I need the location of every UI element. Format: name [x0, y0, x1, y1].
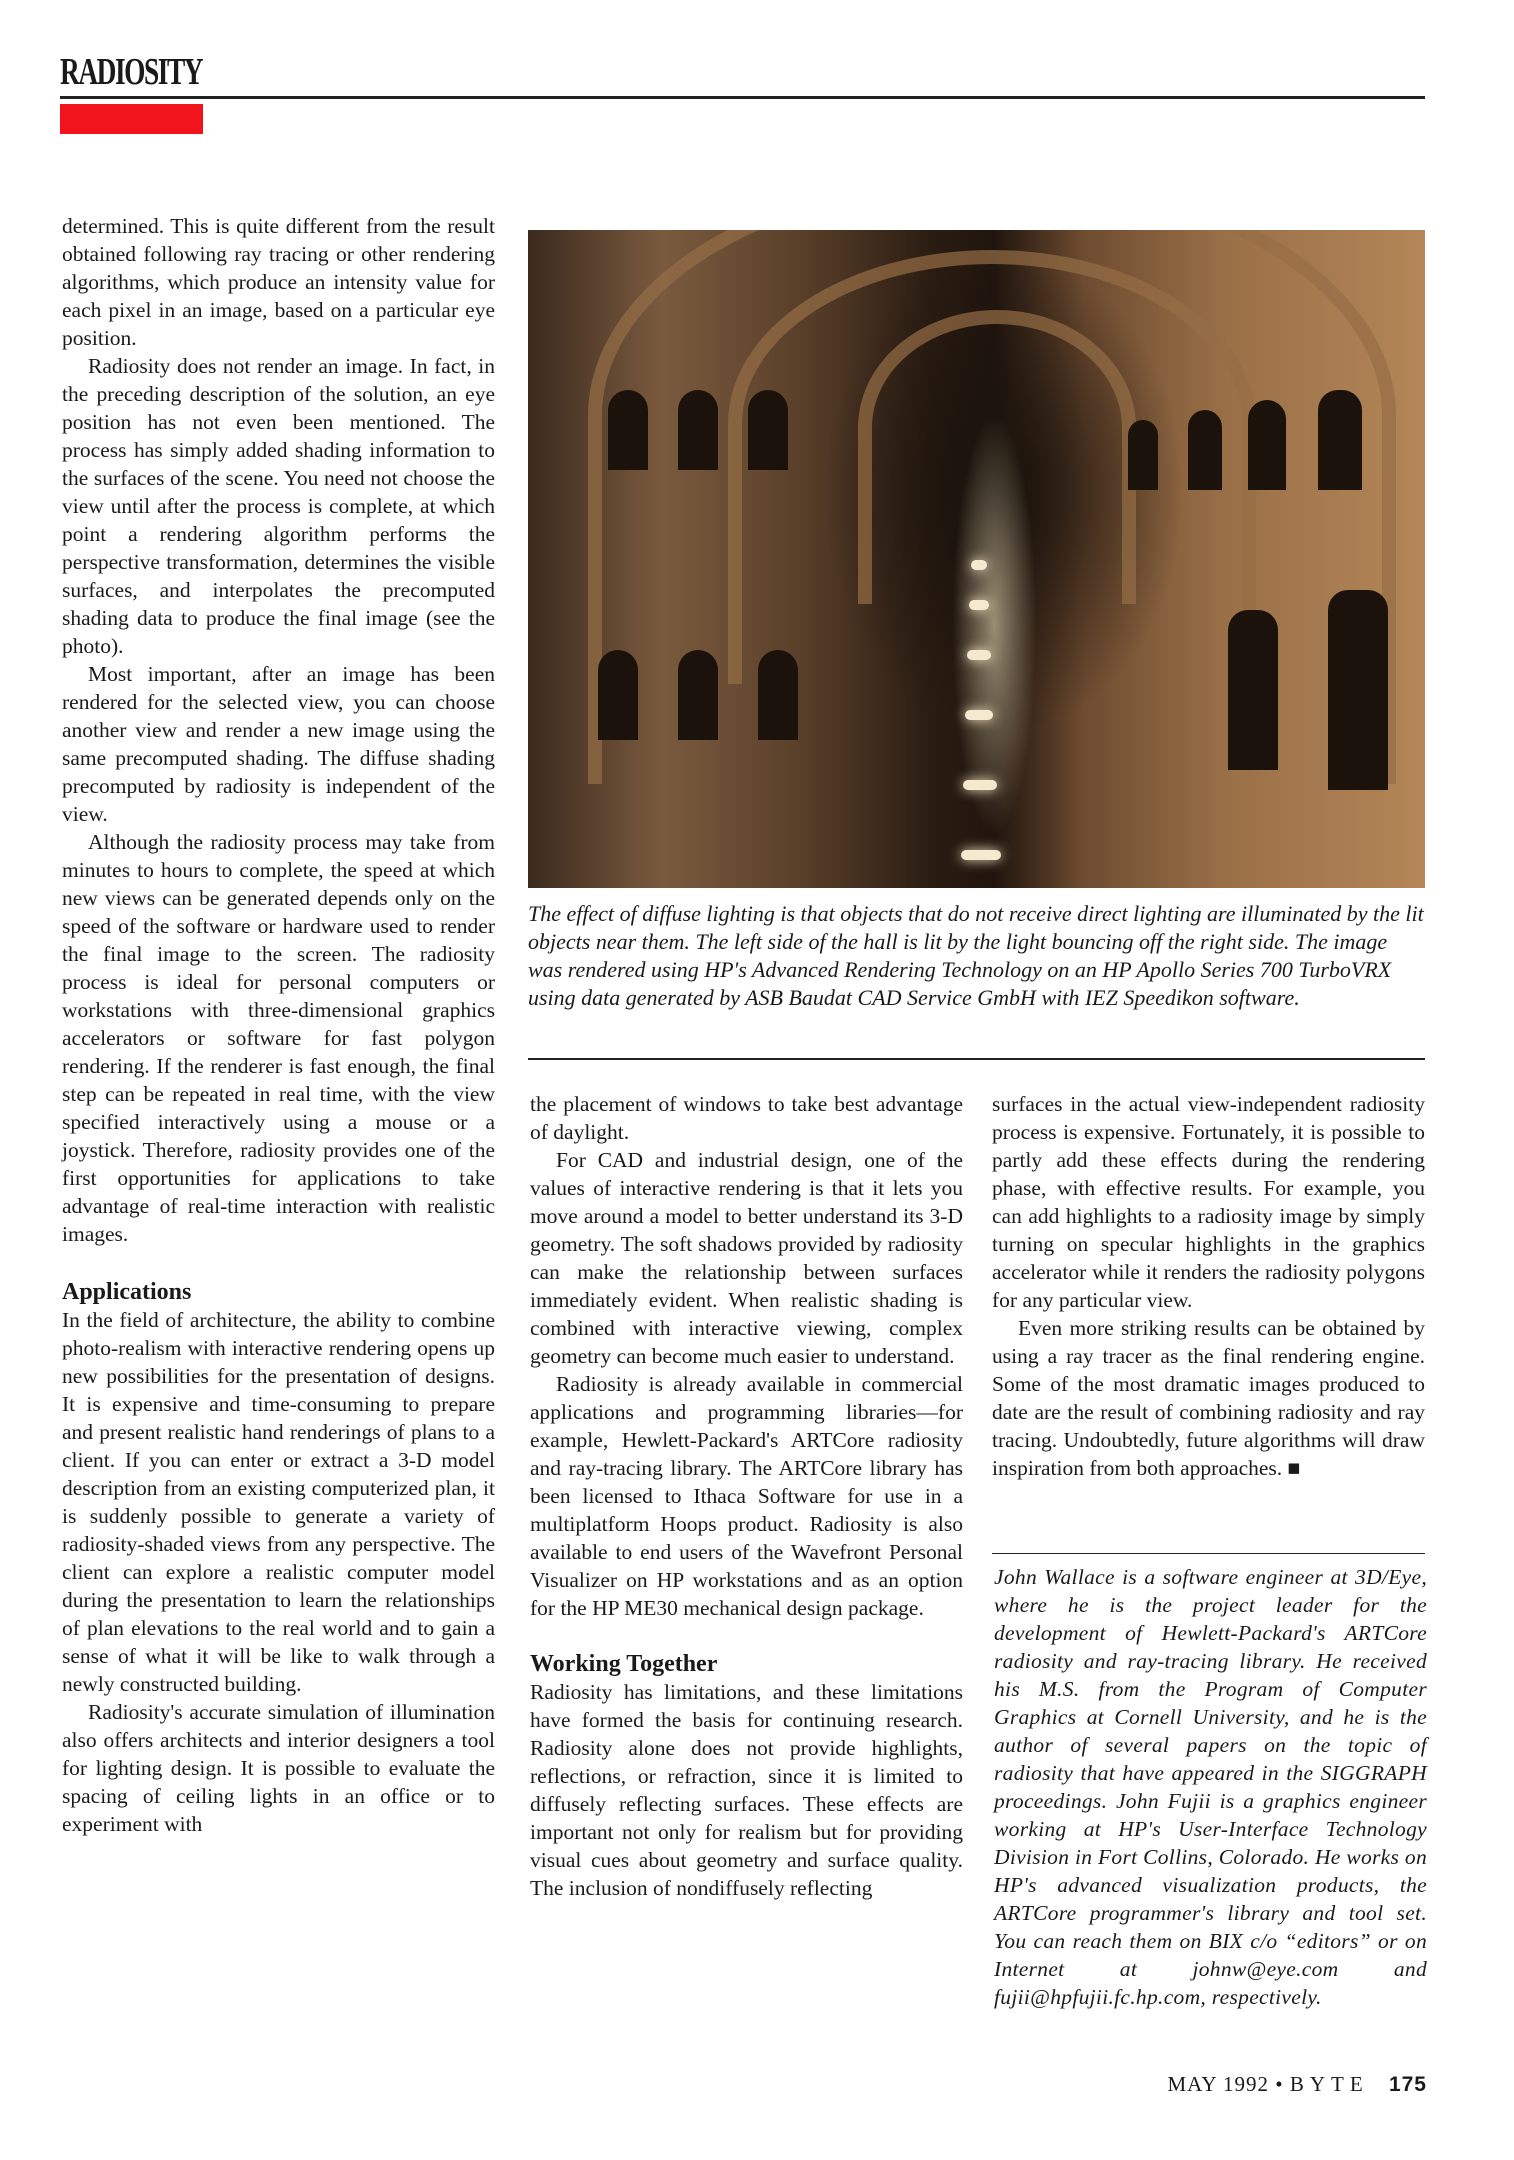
paragraph: Radiosity does not render an image. In fact, in the preceding description of the solution, an eye position has not even been mentioned. The process has simply added shading information to the surfaces of the scene. You need not choose the view until after the process is complete, at which point a rendering algorithm performs the perspective transformation, determines the visible surfaces, and interpolates the precomputed shading data to produce the final image (see the photo).	[62, 354, 495, 658]
paragraph: surfaces in the actual view-independent radiosity process is expensive. Fortunately, it is possible to partly add these effects during the rendering phase, with effective results. For example, you can add highlights to a radiosity image by simply turning on specular highlights in the graphics accelerator while it renders the radiosity polygons for any particular view.	[992, 1092, 1425, 1312]
bio-rule	[992, 1553, 1425, 1554]
left-column	[62, 212, 495, 1838]
paragraph: Radiosity's accurate simulation of illumination also offers architects and interior designers a tool for lighting design. It is possible to evaluate the spacing of ceiling lights in an office or to experiment with	[62, 1700, 495, 1836]
middle-column	[530, 1090, 963, 1902]
author-bio: John Wallace is a software engineer at 3D/Eye, where he is the project leader for the development of Hewlett-Packard's ARTCore radiosity and ray-tracing library. He received his M.S. from the Program of Computer Graphics at Cornell University, and he is the author of several papers on the topic of radiosity that have appeared in the SIGGRAPH proceedings. John Fujii is a graphics engineer working at HP's User-Interface Technology Division in Fort Collins, Colorado. He works on HP's advanced visualization products, the ARTCore programmer's library and tool set. You can reach them on BIX c/o “editors” or on Internet at johnw@eye.com and fujii@hpfujii.fc.hp.com, respectively.	[994, 1565, 1427, 2009]
paragraph: determined. This is quite different from the result obtained following ray tracing or other rendering algorithms, which produce an intensity value for each pixel in an image, based on a particular eye position.	[62, 214, 495, 350]
paragraph: Although the radiosity process may take from minutes to hours to complete, the speed at which new views can be generated depends only on the speed of the software or hardware used to render the final image to the screen. The radiosity process is ideal for personal computers or workstations with three-dimensional graphics accelerators or software for fast polygon rendering. If the renderer is fast enough, the final step can be repeated in real time, with the view specified interactively using a mouse or a joystick. Therefore, radiosity provides one of the first opportunities for applications to take advantage of real-time interaction with realistic images.	[62, 830, 495, 1246]
paragraph: Radiosity has limitations, and these limitations have formed the basis for continuing research. Radiosity alone does not provide highlights, reflections, or refraction, since it is limited to diffusely reflecting surfaces. These effects are important not only for realism but for providing visual cues about geometry and surface quality. The inclusion of nondiffusely reflecting	[530, 1680, 963, 1900]
cathedral-hall-photo	[528, 230, 1425, 888]
issue-date: MAY 1992	[1167, 2072, 1270, 2096]
paragraph: In the field of architecture, the ability to combine photo-realism with interactive rendering opens up new possibilities for the presentation of designs. It is expensive and time-consuming to prepare and present realistic hand renderings of plans to a client. If you can enter or extract a 3-D model description from an existing computerized plan, it is suddenly possible to generate a variety of radiosity-shaded views from any perspective. The client can explore a realistic computer model during the presentation to learn the relationships of plan elevations to the real world and to gain a sense of what it will be like to walk through a newly constructed building.	[62, 1308, 495, 1696]
subheading-working-together: Working Together	[530, 1651, 718, 1677]
photo-caption: The effect of diffuse lighting is that objects that do not receive direct lighting are illuminated by the lit objects near them. The left side of the hall is lit by the light bouncing off the right side. The image was rendered using HP's Advanced Rendering Technology on an HP Apollo Series 700 TurboVRX using data generated by ASB Baudat CAD Service GmbH with IEZ Speedikon software.	[528, 901, 1424, 1010]
paragraph: Radiosity is already available in commercial applications and programming libraries—for example, Hewlett-Packard's ARTCore radiosity and ray-tracing library. The ARTCore library has been licensed to Ithaca Software for use in a multiplatform Hoops product. Radiosity is also available to end users of the Wavefront Personal Visualizer on HP workstations and as an option for the HP ME30 mechanical design package.	[530, 1372, 963, 1620]
section-accent-block	[60, 104, 203, 134]
paragraph: Even more striking results can be obtained by using a ray tracer as the final rendering engine. Some of the most dramatic images produced to date are the result of combining radiosity and ray tracing. Undoubtedly, future algorithms will draw inspiration from both approaches. ■	[992, 1316, 1425, 1480]
paragraph: Most important, after an image has been rendered for the selected view, you can choose another view and render a new image using the same precomputed shading. The diffuse shading precomputed by radiosity is independent of the view.	[62, 662, 495, 826]
paragraph: the placement of windows to take best advantage of daylight.	[530, 1092, 963, 1144]
page-footer	[1167, 2072, 1427, 2097]
section-title: RADIOSITY	[60, 51, 203, 93]
caption-rule	[528, 1058, 1425, 1060]
paragraph: For CAD and industrial design, one of the values of interactive rendering is that it lets you move around a model to better understand its 3-D geometry. The soft shadows provided by radiosity can make the relationship between surfaces immediately evident. When realistic shading is combined with interactive viewing, complex geometry can become much easier to understand.	[530, 1148, 963, 1368]
right-column	[992, 1090, 1425, 1482]
magazine-name: BYTE	[1289, 2072, 1369, 2096]
page-number: 175	[1388, 2073, 1427, 2096]
header-rule	[60, 96, 1425, 99]
subheading-applications: Applications	[62, 1279, 192, 1305]
footer-separator: •	[1275, 2072, 1284, 2096]
